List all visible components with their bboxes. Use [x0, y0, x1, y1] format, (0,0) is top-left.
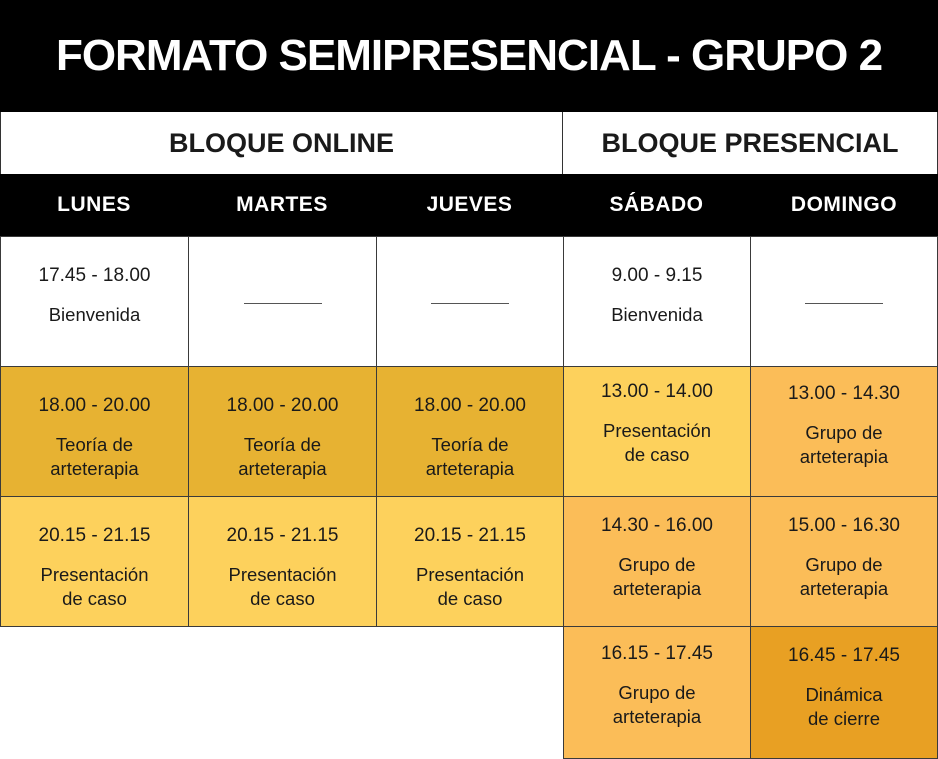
day-lunes: LUNES: [57, 193, 131, 216]
cell-jueves-teoria: [376, 366, 564, 497]
cell-lunes-presentacion: [0, 496, 189, 627]
day-jueves: JUEVES: [426, 193, 513, 216]
cell-time: 15.00 - 16.30: [788, 515, 900, 536]
cell-sabado-presentacion: [563, 366, 751, 497]
cell-activity: Dinámica de cierre: [805, 684, 883, 729]
cell-lunes-bienvenida: [0, 236, 189, 367]
cell-jueves-presentacion: [376, 496, 564, 627]
cell-time: 17.45 - 18.00: [38, 265, 151, 286]
cell-time: 9.00 - 9.15: [611, 265, 703, 286]
cell-activity: Grupo de arteterapia: [612, 554, 702, 599]
cell-activity: Presentación de caso: [416, 564, 524, 609]
cell-activity: Grupo de arteterapia: [612, 682, 702, 727]
cell-sabado-grupo: [563, 496, 751, 627]
cell-domingo-grupo-2: [750, 496, 938, 627]
cell-activity: Grupo de arteterapia: [799, 422, 889, 467]
cell-activity: Bienvenida: [48, 304, 141, 325]
cell-time: 18.00 - 20.00: [38, 395, 151, 416]
cell-martes-presentacion: [188, 496, 377, 627]
cell-time: 20.15 - 21.15: [226, 525, 339, 546]
empty-dash: [805, 303, 883, 304]
cell-time: 20.15 - 21.15: [38, 525, 151, 546]
empty-dash: [244, 303, 322, 304]
cell-time: 20.15 - 21.15: [414, 525, 526, 546]
cell-activity: Bienvenida: [611, 304, 703, 325]
cell-time: 16.15 - 17.45: [601, 643, 713, 664]
cell-activity: Teoría de arteterapia: [238, 434, 327, 479]
cell-activity: Presentación de caso: [603, 420, 711, 465]
cell-time: 13.00 - 14.00: [601, 381, 713, 402]
block-presencial-header: BLOQUE PRESENCIAL: [562, 112, 938, 174]
cell-activity: Teoría de arteterapia: [50, 434, 139, 479]
cell-domingo-grupo: [750, 366, 938, 497]
cell-time: 14.30 - 16.00: [601, 515, 713, 536]
cell-jueves-empty: [376, 236, 564, 367]
cell-domingo-cierre: [750, 626, 938, 759]
cell-activity: Teoría de arteterapia: [425, 434, 515, 479]
cell-sabado-bienvenida: [563, 236, 751, 367]
cell-activity: Presentación de caso: [228, 564, 337, 609]
day-sabado: SÁBADO: [609, 193, 704, 216]
cell-time: 18.00 - 20.00: [226, 395, 339, 416]
block-online-header: BLOQUE ONLINE: [0, 112, 563, 174]
cell-lunes-teoria: [0, 366, 189, 497]
cell-martes-empty: [188, 236, 377, 367]
cell-time: 13.00 - 14.30: [788, 383, 900, 404]
cell-activity: Grupo de arteterapia: [799, 554, 889, 599]
day-domingo: DOMINGO: [790, 193, 898, 216]
cell-activity: Presentación de caso: [40, 564, 149, 609]
day-martes: MARTES: [236, 193, 328, 216]
empty-dash: [431, 303, 509, 304]
cell-time: 16.45 - 17.45: [788, 645, 900, 666]
page-title: FORMATO SEMIPRESENCIAL - GRUPO 2: [0, 0, 938, 112]
cell-sabado-grupo-2: [563, 626, 751, 759]
cell-time: 18.00 - 20.00: [414, 395, 526, 416]
cell-domingo-empty: [750, 236, 938, 367]
cell-martes-teoria: [188, 366, 377, 497]
